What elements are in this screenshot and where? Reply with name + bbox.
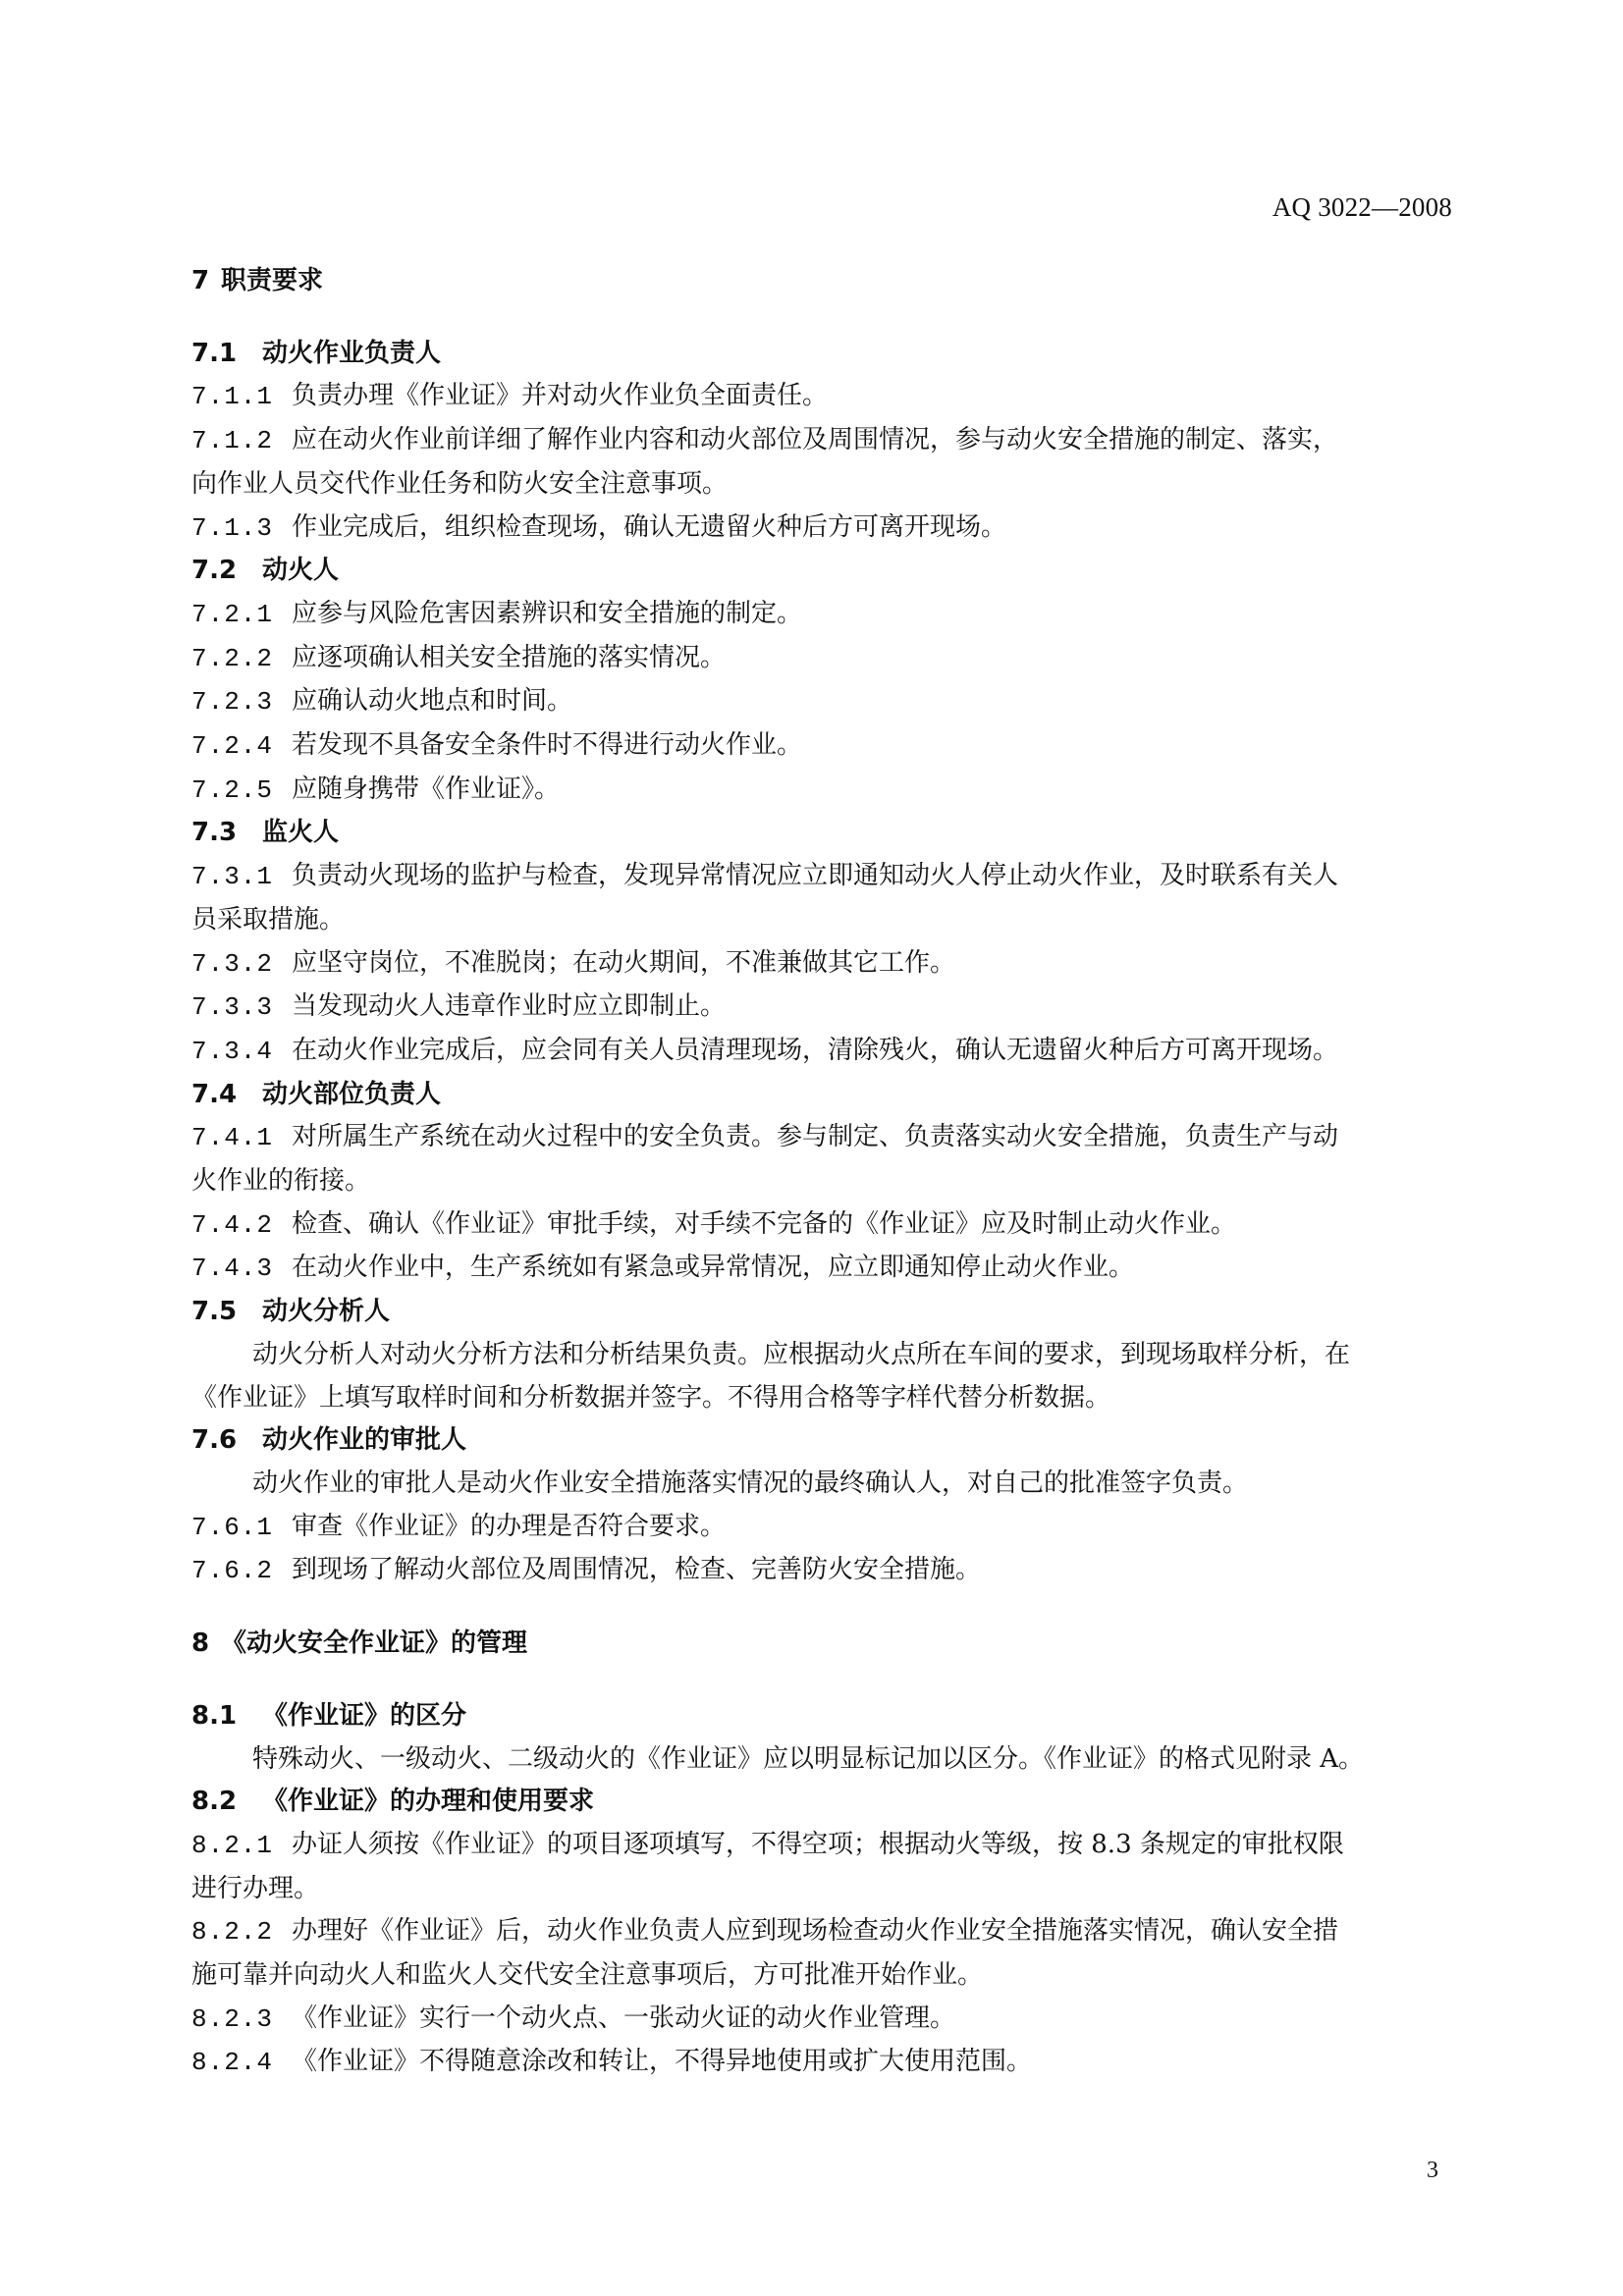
clause-7-5-heading: 7.5 动火分析人 — [191, 1297, 391, 1327]
clause-7-3-4: 7.3.4 在动火作业完成后，应会同有关人员清理现场，清除残火，确认无遗留火种后方可离开现场。 — [191, 1035, 1339, 1066]
document-code: AQ 3022—2008 — [1271, 192, 1452, 222]
clause-7-1-3: 7.1.3 作业完成后，组织检查现场，确认无遗留火种后方可离开现场。 — [191, 511, 1007, 543]
clause-7-1-2-continued: 向作业人员交代作业任务和防火安全注意事项。 — [191, 468, 729, 499]
clause-7-2-3: 7.2.3 应确认动火地点和时间。 — [191, 686, 573, 718]
clause-7-3-heading: 7.3 监火人 — [191, 818, 340, 848]
clause-7-5-paragraph-continued: 《作业证》上填写取样时间和分析数据并签字。不得用合格等字样代替分析数据。 — [191, 1382, 1111, 1413]
clause-7-4-3: 7.4.3 在动火作业中，生产系统如有紧急或异常情况，应立即通知停止动火作业。 — [191, 1253, 1135, 1284]
clause-7-4-heading: 7.4 动火部位负责人 — [191, 1079, 442, 1109]
clause-8-1-paragraph: 特殊动火、一级动火、二级动火的《作业证》应以明显标记加以区分。《作业证》的格式见附录 A。 — [252, 1743, 1365, 1774]
clause-7-4-2: 7.4.2 检查、确认《作业证》审批手续，对手续不完备的《作业证》应及时制止动火作业。 — [191, 1208, 1237, 1240]
clause-7-1-heading: 7.1 动火作业负责人 — [191, 338, 442, 368]
clause-8-2-3: 8.2.3 《作业证》实行一个动火点、一张动火证的动火作业管理。 — [191, 2002, 956, 2034]
clause-7-4-1-continued: 火作业的衔接。 — [191, 1166, 371, 1197]
clause-7-2-1: 7.2.1 应参与风险危害因素辨识和安全措施的制定。 — [191, 598, 803, 629]
clause-7-6-heading: 7.6 动火作业的审批人 — [191, 1425, 467, 1456]
clause-8-2-2: 8.2.2 办理好《作业证》后，动火作业负责人应到现场检查动火作业安全措施落实情况，确认安全措 — [191, 1916, 1339, 1948]
clause-8-2-1-continued: 进行办理。 — [191, 1873, 320, 1903]
clause-7-3-3: 7.3.3 当发现动火人违章作业时应立即制止。 — [191, 991, 727, 1023]
document-body — [191, 260, 1458, 2085]
clause-7-4-1: 7.4.1 对所属生产系统在动火过程中的安全负责。参与制定、负责落实动火安全措施，负责生产与动 — [191, 1122, 1339, 1153]
clause-7-2-5: 7.2.5 应随身携带《作业证》。 — [191, 774, 561, 805]
clause-7-6-2: 7.6.2 到现场了解动火部位及周围情况，检查、完善防火安全措施。 — [191, 1555, 982, 1586]
clause-8-2-4: 8.2.4 《作业证》不得随意涂改和转让，不得异地使用或扩大使用范围。 — [191, 2047, 1033, 2078]
clause-7-1-1: 7.1.1 负责办理《作业证》并对动火作业负全面责任。 — [191, 381, 829, 412]
clause-7-6-paragraph: 动火作业的审批人是动火作业安全措施落实情况的最终确认人，对自己的批准签字负责。 — [252, 1468, 1249, 1498]
clause-7-1-2: 7.1.2 应在动火作业前详细了解作业内容和动火部位及周围情况，参与动火安全措施的制定、落实， — [191, 425, 1339, 456]
clause-7-2-4: 7.2.4 若发现不具备安全条件时不得进行动火作业。 — [191, 730, 803, 762]
clause-7-2-2: 7.2.2 应逐项确认相关安全措施的落实情况。 — [191, 642, 727, 673]
section-7-heading: 7 职责要求 — [191, 266, 324, 295]
clause-7-5-paragraph: 动火分析人对动火分析方法和分析结果负责。应根据动火点所在车间的要求，到现场取样分析，在 — [252, 1339, 1351, 1369]
section-8-heading: 8 《动火安全作业证》的管理 — [191, 1629, 528, 1659]
clause-7-3-1-continued: 员采取措施。 — [191, 904, 346, 934]
clause-8-2-heading: 8.2 《作业证》的办理和使用要求 — [191, 1787, 595, 1817]
clause-8-2-1: 8.2.1 办证人须按《作业证》的项目逐项填写，不得空项；根据动火等级，按 8.3 条规定的审批权限 — [191, 1829, 1344, 1860]
page-number: 3 — [1427, 2158, 1438, 2183]
clause-7-2-heading: 7.2 动火人 — [191, 556, 340, 586]
clause-8-1-heading: 8.1 《作业证》的区分 — [191, 1700, 467, 1731]
clause-8-2-2-continued: 施可靠并向动火人和监火人交代安全注意事项后，方可批准开始作业。 — [191, 1960, 984, 1991]
clause-7-3-2: 7.3.2 应坚守岗位，不准脱岗；在动火期间，不准兼做其它工作。 — [191, 947, 956, 979]
clause-7-6-1: 7.6.1 审查《作业证》的办理是否符合要求。 — [191, 1511, 727, 1542]
clause-7-3-1: 7.3.1 负责动火现场的监护与检查，发现异常情况应立即通知动火人停止动火作业，及时联系有关人 — [191, 861, 1339, 892]
